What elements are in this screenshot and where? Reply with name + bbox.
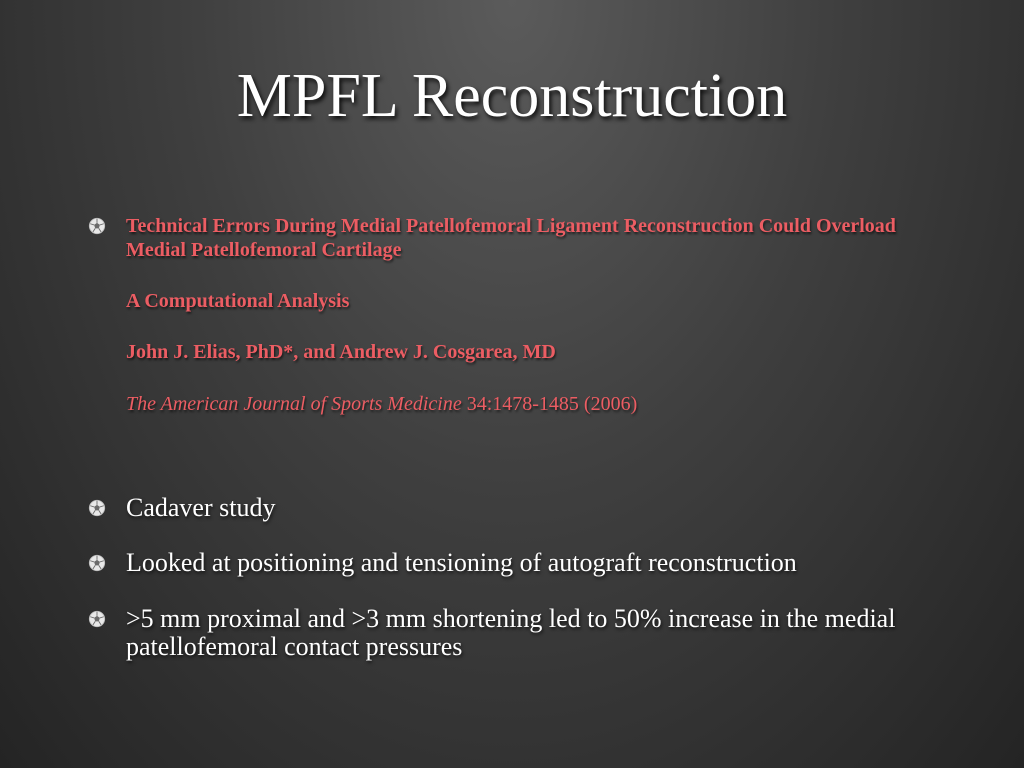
list-item <box>88 605 938 667</box>
article-subtitle: A Computational Analysis <box>126 290 350 312</box>
bullet-text: Looked at positioning and tensioning of autograft reconstruction <box>126 548 797 577</box>
soccer-ball-icon <box>88 217 106 235</box>
journal-name: The American Journal of Sports Medicine <box>126 393 462 415</box>
soccer-ball-icon <box>88 610 106 628</box>
citation-details: 34:1478-1485 (2006) <box>461 393 638 415</box>
bullet-text: >5 mm proximal and >3 mm shortening led to 50% increase in the medial patellofemoral contact pressures <box>126 604 896 661</box>
slide-title: MPFL Reconstruction <box>236 62 788 130</box>
bullet-text: Cadaver study <box>126 493 276 522</box>
list-item <box>88 549 938 583</box>
soccer-ball-icon <box>88 554 106 572</box>
list-item <box>88 494 938 528</box>
soccer-ball-icon <box>88 499 106 517</box>
article-citation <box>126 392 938 416</box>
article-title: Technical Errors During Medial Patellofemoral Ligament Reconstruction Could Overload Medial Patellofemoral Cartilage <box>126 215 896 261</box>
reference-bullet <box>88 214 938 414</box>
article-authors: John J. Elias, PhD*, and Andrew J. Cosgarea, MD <box>126 341 556 363</box>
